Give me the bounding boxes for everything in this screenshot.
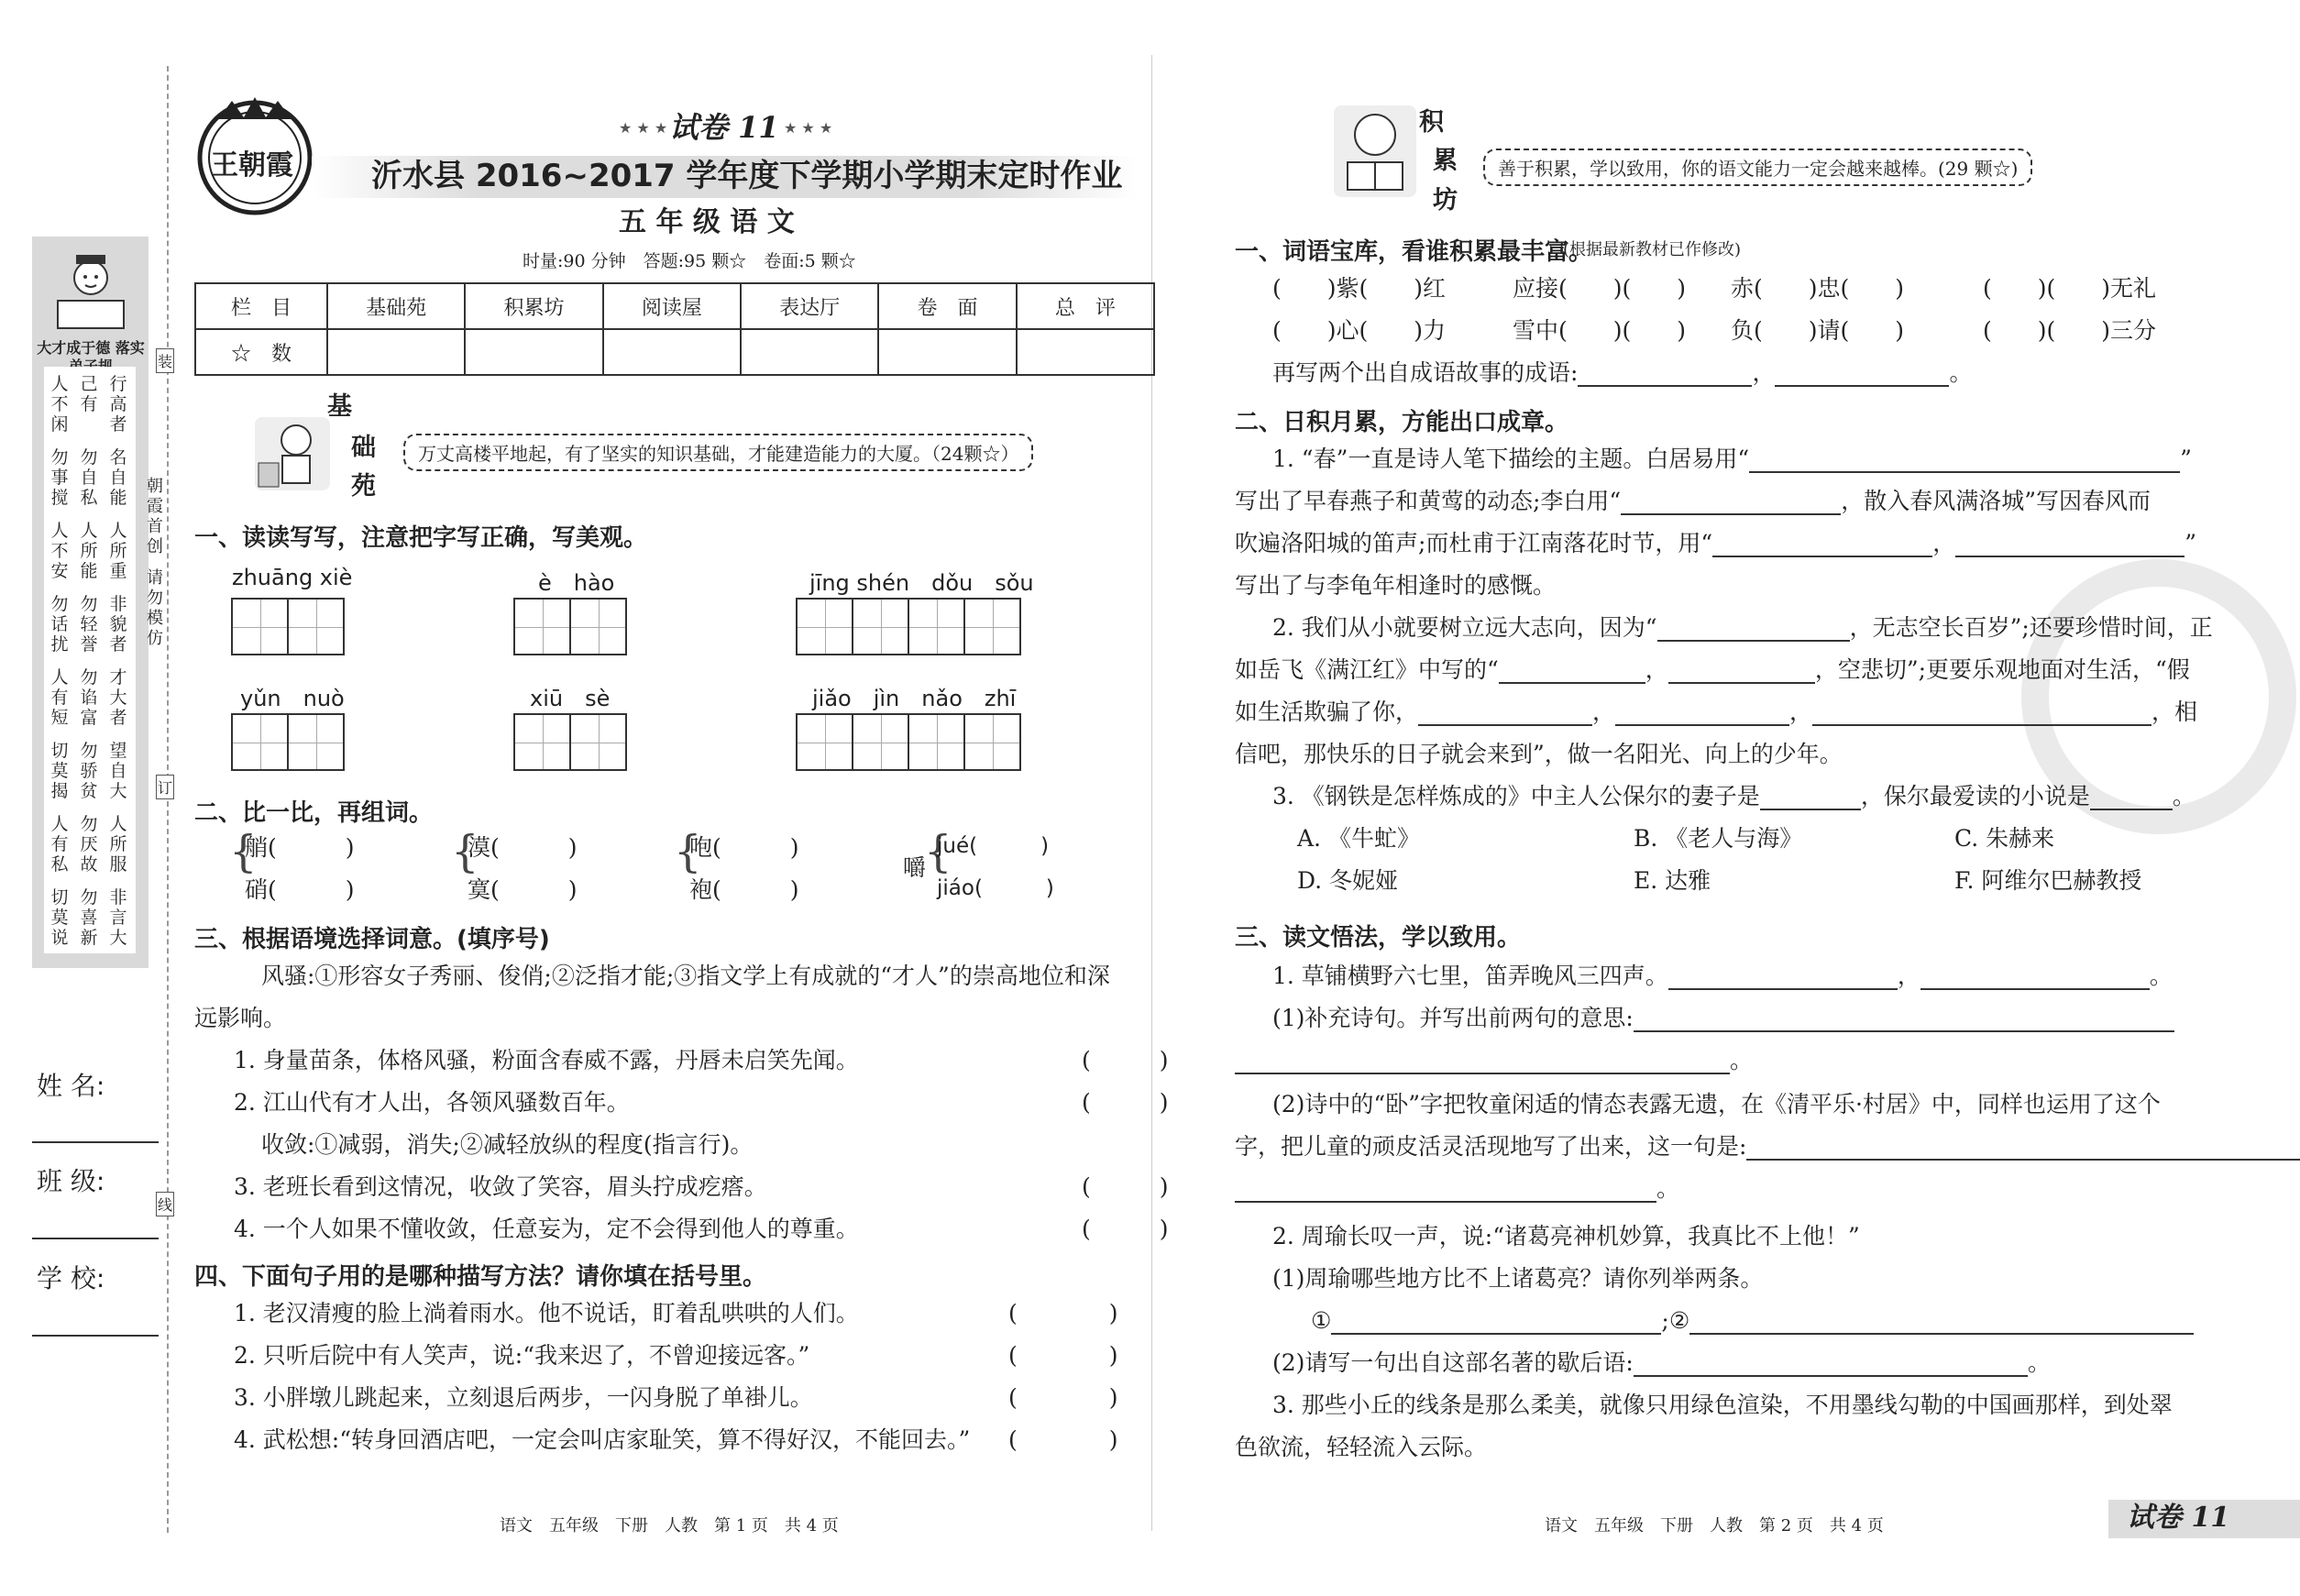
- poem-blank-2[interactable]: [1621, 491, 1841, 515]
- option-d: D. 冬妮娅: [1297, 867, 1399, 894]
- school-label: 学 校:: [37, 1263, 105, 1293]
- pinyin-1: zhuāng xiè: [232, 565, 353, 590]
- q4-paren-4[interactable]: ( ): [1008, 1426, 1118, 1453]
- q3-paren-2[interactable]: ( ): [1082, 1089, 1169, 1116]
- q3-paren-3[interactable]: ( ): [1082, 1173, 1169, 1200]
- score-header-6: 总 评: [1017, 283, 1154, 329]
- option-c: C. 朱赫来: [1954, 825, 2055, 852]
- r3-s1: 1. 草铺横野六七里，笛弄晚风三四声。 ， 。: [1272, 963, 2173, 989]
- motto-box: [44, 367, 136, 953]
- meaning-blank-1[interactable]: [1634, 1008, 2174, 1032]
- r1-note: (根据最新教材已作修改): [1563, 240, 1742, 259]
- q3-def2: 收敛:①减弱，消失;②减轻放纵的程度(指言行)。: [261, 1131, 754, 1158]
- motto-column: 人所重: [109, 521, 127, 581]
- school-field[interactable]: [32, 1335, 159, 1337]
- r2-p2b: 如岳飞《满江红》中写的“ ， ，空悲切”;更要乐观地面对生活，“假: [1235, 656, 2190, 683]
- class-label: 班 级:: [37, 1166, 105, 1196]
- xiehouyu-blank[interactable]: [1634, 1353, 2028, 1377]
- idiom-blank-2[interactable]: [1775, 363, 1949, 387]
- r1-row2-4[interactable]: ( )( )三分: [1983, 317, 2157, 344]
- r3-s3a: 3. 那些小丘的线条是那么柔美，就像只用绿色渲染，不用墨线勾勒的中国画那样，到处翠: [1272, 1392, 2173, 1418]
- verse-blank-1[interactable]: [1746, 1137, 2300, 1161]
- q4-item-2: 2. 只听后院中有人笑声，说:“我来迟了，不曾迎接远客。”: [234, 1342, 810, 1369]
- r3-title: 三、读文悟法，学以致用。: [1235, 924, 1522, 952]
- r1-row1-2[interactable]: 应接( )( ): [1513, 275, 1687, 302]
- brace-1: {: [229, 826, 258, 877]
- q3-paren-4[interactable]: ( ): [1082, 1216, 1169, 1242]
- r3-s2q1: (1)周瑜哪些地方比不上诸葛亮？请你列举两条。: [1272, 1265, 1764, 1292]
- pair-4-char: 嚼: [903, 854, 927, 881]
- option-b: B. 《老人与海》: [1634, 825, 1803, 852]
- novel-blank[interactable]: [2090, 787, 2173, 810]
- r1-line3-text: 再写两个出自成语故事的成语:: [1272, 359, 1579, 386]
- quote-blank-2[interactable]: [1499, 660, 1645, 684]
- pinyin-4: yǔn nuò: [240, 686, 345, 711]
- girl-reading-icon: [255, 417, 330, 490]
- pair-4b: jiáo( ): [937, 876, 1054, 900]
- pair-3a: 咆( ): [689, 834, 799, 861]
- reason-blank-2[interactable]: [1689, 1311, 2194, 1335]
- motto-column: 行高者: [109, 374, 127, 435]
- r2-p2a-pre: 2. 我们从小就要树立远大志向，因为“: [1272, 614, 1657, 641]
- score-header-4: 表达厅: [741, 283, 878, 329]
- option-f: F. 阿维尔巴赫教授: [1954, 867, 2142, 894]
- motto-column: 人所服: [109, 814, 127, 875]
- q4-paren-3[interactable]: ( ): [1008, 1384, 1118, 1411]
- poem-blank-1[interactable]: [1749, 449, 2180, 473]
- r3-s1q1-cont: 。: [1235, 1047, 1753, 1074]
- q3-title: 三、根据语境选择词意。(填序号): [194, 926, 550, 953]
- stars-right: ★ ★ ★: [784, 119, 833, 137]
- r3-s2q1a: ①: [1311, 1307, 1332, 1334]
- idiom-blank-1[interactable]: [1578, 363, 1752, 387]
- logo-text: 王朝霞: [211, 149, 293, 182]
- motto-column: 切莫揭: [50, 741, 69, 801]
- motto-column: 非貌者: [109, 594, 127, 655]
- q3-def1a: 风骚:①形容女子秀丽、俊俏;②泛指才能;③指文学上有成就的“才人”的崇高地位和深: [261, 963, 1110, 989]
- pinyin-5: xiū sè: [530, 686, 611, 711]
- motto-column: 非言大: [109, 887, 127, 948]
- score-cell[interactable]: [327, 329, 465, 375]
- r1-title: 一、词语宝库，看谁积累最丰富。: [1235, 238, 1593, 266]
- q4-title: 四、下面句子用的是哪种描写方法？请你填在括号里。: [194, 1263, 767, 1291]
- pinyin-2: è hào: [538, 570, 615, 596]
- score-cell[interactable]: [741, 329, 878, 375]
- jilei-banner: 善于积累，学以致用，你的语文能力一定会越来越棒。(29 颗☆): [1483, 149, 2032, 186]
- class-field[interactable]: [32, 1238, 159, 1239]
- motto-column: 人不闲: [50, 374, 69, 435]
- r3-s3b: 色欲流，轻轻流入云际。: [1235, 1434, 1488, 1460]
- score-row-label: ☆ 数: [195, 329, 327, 375]
- char-grid-5[interactable]: [513, 713, 625, 771]
- motto-column: 勿轻誉: [80, 594, 98, 655]
- r3-s1q2b: [1235, 1133, 2300, 1161]
- r2-p2c-post: ，相: [2151, 699, 2198, 725]
- q4-item-1: 1. 老汉清瘦的脸上淌着雨水。他不说话，盯着乱哄哄的人们。: [234, 1300, 859, 1326]
- q3-item-3: 3. 老班长看到这情况，收敛了笑容，眉头拧成疙瘩。: [234, 1173, 767, 1200]
- reason-blank-1[interactable]: [1331, 1311, 1661, 1335]
- q3-paren-1[interactable]: ( ): [1082, 1047, 1169, 1073]
- paper-label: 试卷 11: [669, 110, 779, 145]
- q3-item-2: 2. 江山代有才人出，各领风骚数百年。: [234, 1089, 630, 1116]
- r3-s1q2b-cont: 。: [1235, 1175, 1679, 1203]
- binding-note-1: 朝霞首创: [147, 477, 163, 556]
- brand-logo: [191, 92, 319, 220]
- q3-item-4: 4. 一个人如果不懂收敛，任意妄为，定不会得到他人的尊重。: [234, 1216, 859, 1242]
- quote-blank-3[interactable]: [1668, 660, 1815, 684]
- binding-note-2: 请勿模仿: [147, 568, 163, 648]
- r3-s1q2b-text: 字，把儿童的顽皮活灵活现地写了出来，这一句是:: [1235, 1133, 1747, 1160]
- r3-s1q2a: (2)诗中的“卧”字把牧童闲适的情态表露无遗，在《清平乐·村居》中，同样也运用了这个: [1272, 1091, 2161, 1117]
- r2-p1a: 1. “春”一直是诗人笔下描绘的主题。白居易用“ ”: [1272, 446, 2192, 472]
- motto-column: 己有: [80, 374, 98, 414]
- score-header-3: 阅读屋: [603, 283, 741, 329]
- score-cell[interactable]: [1017, 329, 1154, 375]
- r1-row2-1[interactable]: ( )心( )力: [1272, 317, 1447, 344]
- score-header-2: 积累坊: [465, 283, 602, 329]
- r3-s2q2-text: (2)请写一句出自这部名著的歇后语:: [1272, 1349, 1634, 1376]
- char-grid-1[interactable]: [231, 598, 343, 655]
- pair-1b: 硝( ): [245, 876, 355, 903]
- r1-line3: 再写两个出自成语故事的成语: ， 。: [1272, 359, 1973, 386]
- motto-column: 勿话扰: [50, 594, 69, 655]
- r3-s2q1b: ;②: [1661, 1307, 1690, 1334]
- motto-column: 名自能: [109, 447, 127, 508]
- r2-p2a-post: ，无志空长百岁”;还要珍惜时间，正: [1849, 614, 2213, 641]
- name-field[interactable]: [32, 1141, 159, 1143]
- q4-item-4: 4. 武松想:“转身回酒店吧，一定会叫店家耻笑，算不得好汉，不能回去。”: [234, 1426, 971, 1453]
- r2-p1b: [1235, 488, 2151, 515]
- quote-blank-5[interactable]: [1615, 702, 1789, 726]
- pair-4a: jué( ): [937, 834, 1050, 858]
- motto-column: 勿事搅: [50, 447, 69, 508]
- binding-dashed-line: [167, 66, 169, 1533]
- char-grid-4[interactable]: [231, 713, 343, 771]
- score-header-0: 栏 目: [195, 283, 327, 329]
- r2-p3-pre: 3. 《钢铁是怎样炼成的》中主人公保尔的妻子是: [1272, 783, 1760, 809]
- motto-column: 人所能: [80, 521, 98, 581]
- brace-4: {: [924, 826, 952, 877]
- motto-column: 才大者: [109, 667, 127, 728]
- meaning-blank-2[interactable]: [1235, 1051, 1730, 1074]
- pinyin-6: jiǎo jìn nǎo zhī: [812, 686, 1017, 711]
- r3-s1q1: [1272, 1005, 2174, 1032]
- r2-p1d: 写出了与李龟年相逢时的感慨。: [1235, 572, 1557, 599]
- r2-p2a: [1272, 614, 2213, 642]
- footer-right: 语文 五年级 下册 人教 第 2 页 共 4 页: [1545, 1516, 1884, 1535]
- q3-item-1: 1. 身量苗条，体格风骚，粉面含春威不露，丹唇未启笑先闻。: [234, 1047, 859, 1073]
- q4-paren-2[interactable]: ( ): [1008, 1342, 1118, 1369]
- r3-s1-text: 1. 草铺横野六七里，笛弄晚风三四声。: [1272, 963, 1668, 989]
- r1-row1-1[interactable]: ( )紫( )红: [1272, 275, 1447, 302]
- r2-p1c-pre: 吹遍洛阳城的笛声;而杜甫于江南落花时节，用“: [1235, 530, 1713, 556]
- r2-p1b-post: ，散入春风满洛城”写因春风而: [1841, 488, 2151, 514]
- jichu-char-3: 苑: [351, 472, 376, 501]
- r1-row2-3[interactable]: 负( )请( ): [1731, 317, 1905, 344]
- r2-title: 二、日积月累，方能出口成章。: [1235, 409, 1569, 436]
- jilei-char-1: 积: [1419, 108, 1444, 137]
- jilei-char-2: 累: [1433, 147, 1458, 175]
- exam-meta: 时量:90 分钟 答题:95 颗☆ 卷面:5 颗☆: [523, 251, 856, 271]
- score-header-1: 基础苑: [327, 283, 465, 329]
- score-header-5: 卷 面: [878, 283, 1016, 329]
- brace-2: {: [451, 826, 479, 877]
- quote-blank-4[interactable]: [1418, 702, 1592, 726]
- pinyin-3: jīng shén dǒu sǒu: [809, 570, 1034, 596]
- q2-title: 二、比一比，再组词。: [194, 799, 434, 827]
- r3-s2q1-items: [1311, 1307, 2194, 1335]
- r1-row1-4[interactable]: ( )( )无礼: [1983, 275, 2157, 302]
- r2-p1a-text: 1. “春”一直是诗人笔下描绘的主题。白居易用“: [1272, 446, 1750, 472]
- score-table: [194, 282, 1155, 376]
- pair-3b: 袍( ): [689, 876, 799, 903]
- quote-blank-1[interactable]: [1657, 618, 1850, 642]
- strip-slogan: 大才成于德 落实: [37, 339, 145, 357]
- r2-p1c: 吹遍洛阳城的笛声;而杜甫于江南落花时节，用“ ， ”: [1235, 530, 2197, 556]
- motto-column: 勿谄富: [80, 667, 98, 728]
- q3-def1b: 远影响。: [194, 1005, 287, 1031]
- verse-blank-2[interactable]: [1235, 1179, 1656, 1203]
- poem-blank-3[interactable]: [1712, 534, 1932, 557]
- jichu-char-2: 础: [351, 434, 376, 462]
- r3-s2: 2. 周瑜长叹一声，说:“诸葛亮神机妙算，我真比不上他！”: [1272, 1223, 1860, 1249]
- seal-char-1: 装: [156, 348, 174, 373]
- r1-row2-2[interactable]: 雪中( )( ): [1513, 317, 1687, 344]
- r2-p2c: 如生活欺骗了你， ， ， ，相: [1235, 699, 2198, 725]
- poem-line-blank-2[interactable]: [1920, 966, 2150, 990]
- jichu-banner: 万丈高楼平地起，有了坚实的知识基础，才能建造能力的大厦。（24颗☆）: [403, 434, 1033, 471]
- motto-column: 人有私: [50, 814, 69, 875]
- r2-p3: 3. 《钢铁是怎样炼成的》中主人公保尔的妻子是 ，保尔最爱读的小说是 。: [1272, 783, 2195, 809]
- jichu-char-1: 基: [327, 392, 352, 421]
- r2-p1b-pre: 写出了早春燕子和黄莺的动态;李白用“: [1235, 488, 1622, 514]
- poem-line-blank-1[interactable]: [1668, 966, 1898, 990]
- motto-column: 切莫说: [50, 887, 69, 948]
- r3-s1q1-text: (1)补充诗句。并写出前两句的意思:: [1272, 1005, 1634, 1031]
- girl-book-icon: [1334, 105, 1416, 197]
- r2-p3-mid: ，保尔最爱读的小说是: [1860, 783, 2090, 809]
- footer-badge: 试卷 11: [2127, 1502, 2230, 1534]
- motto-column: 勿自私: [80, 447, 98, 508]
- page-title: 沂水县 2016~2017 学年度下学期小学期末定时作业: [371, 158, 1123, 194]
- motto-column: 勿喜新: [80, 887, 98, 948]
- name-label: 姓 名:: [37, 1071, 105, 1101]
- seal-char-2: 订: [156, 775, 174, 799]
- page-divider: [1151, 55, 1152, 1531]
- pair-2a: 漠( ): [468, 834, 578, 861]
- subject-title: 五 年 级 语 文: [619, 206, 795, 238]
- option-a: A. 《牛虻》: [1297, 825, 1420, 852]
- option-e: E. 达雅: [1634, 867, 1711, 894]
- motto-column: 勿骄贫: [80, 741, 98, 801]
- brace-3: {: [674, 826, 702, 877]
- q1-title: 一、读读写写，注意把字写正确，写美观。: [194, 524, 648, 552]
- motto-column: 人不安: [50, 521, 69, 581]
- r1-row1-3[interactable]: 赤( )忠( ): [1731, 275, 1905, 302]
- pair-1a: 艄( ): [245, 834, 355, 861]
- score-cell[interactable]: [878, 329, 1016, 375]
- motto-column: 勿厌故: [80, 814, 98, 875]
- footer-left: 语文 五年级 下册 人教 第 1 页 共 4 页: [500, 1516, 839, 1535]
- r3-s2q2: (2)请写一句出自这部名著的歇后语: 。: [1272, 1349, 2051, 1376]
- poem-blank-4[interactable]: [1955, 534, 2184, 557]
- quote-blank-6[interactable]: [1812, 702, 2151, 726]
- jilei-char-3: 坊: [1433, 186, 1458, 215]
- stars-left: ★ ★ ★: [619, 119, 668, 137]
- r2-p2c-pre: 如生活欺骗了你，: [1235, 699, 1419, 725]
- scholar-icon: [50, 246, 131, 337]
- char-grid-2[interactable]: [513, 598, 625, 655]
- char-grid-6[interactable]: [796, 713, 1019, 771]
- motto-column: 人有短: [50, 667, 69, 728]
- r2-p2b-pre: 如岳飞《满江红》中写的“: [1235, 656, 1499, 683]
- seal-char-3: 线: [156, 1192, 174, 1216]
- score-cell[interactable]: [465, 329, 602, 375]
- char-grid-3[interactable]: [796, 598, 1019, 655]
- q4-item-3: 3. 小胖墩儿跳起来，立刻退后两步，一闪身脱了单褂儿。: [234, 1384, 813, 1411]
- r2-p2b-post: ，空悲切”;更要乐观地面对生活，“假: [1814, 656, 2190, 683]
- score-cell[interactable]: [603, 329, 741, 375]
- pair-2b: 寞( ): [468, 876, 578, 903]
- q4-paren-1[interactable]: ( ): [1008, 1300, 1118, 1326]
- wife-blank[interactable]: [1760, 787, 1861, 810]
- motto-column: 望自大: [109, 741, 127, 801]
- r2-p2d: 信吧，那快乐的日子就会来到”，做一名阳光、向上的少年。: [1235, 741, 1843, 767]
